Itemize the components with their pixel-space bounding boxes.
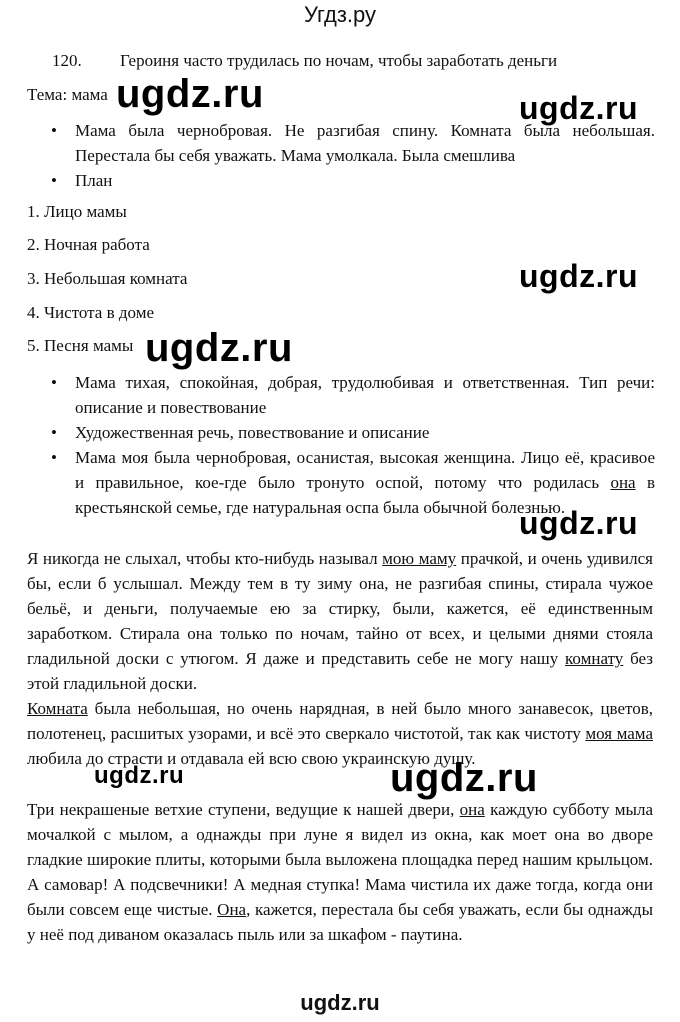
paragraph-2 [27, 696, 653, 771]
bullet-description-text-a: Мама моя была чернобровая, осанистая, высокая женщина. Лицо её, красивое и правильное, кое-где было тронуто оспой, потому что родилась [75, 448, 655, 492]
paragraph-3 [27, 797, 653, 947]
underlined-word: комнату [565, 649, 624, 668]
bullet-style: • Художественная речь, повествование и описание [75, 420, 655, 445]
task-heading-text: Героиня часто трудилась по ночам, чтобы заработать деньги [120, 51, 558, 70]
paragraph-1 [27, 546, 653, 696]
task-heading [52, 51, 662, 71]
plan-item-5: 5. Песня мамы [27, 336, 134, 355]
task-number: 120. [52, 51, 82, 70]
bullet-plan: • План [75, 168, 655, 193]
watermark-logo: ugdz.ru [94, 762, 185, 789]
bullets-bottom [75, 370, 655, 520]
paragraph-2-text-a: была небольшая, но очень нарядная, в ней было много занавесок, цветов, полотенец, расшитых узорами, и всё это сверкало чистотой, так как чистоту [27, 699, 653, 743]
paragraph-2-text-b: любила до страсти и отдавала ей всю свою украинскую душу. [27, 749, 476, 768]
underlined-phrase: мою маму [382, 549, 457, 568]
bullet-characteristics: • Мама тихая, спокойная, добрая, трудолюбивая и ответственная. Тип речи: описание и повествование [75, 370, 655, 420]
topic-line: Тема: мама [27, 85, 108, 104]
plan-item-3: 3. Небольшая комната [27, 269, 188, 288]
underlined-word: она [610, 473, 636, 492]
paragraph-3-text-b: каждую субботу мыла мочалкой с мылом, а однажды при луне я видел из окна, как моет она во дворе гладкие широкие плиты, которыми была выложена площадка перед нашим крыльцом. А самовар! А подсвечники! А медная ступка! Мама чистила их даже тогда, когда они были совсем еще чистые. [27, 800, 653, 919]
paragraph-1-text-b: прачкой, и очень удивился бы, если б услышал. Между тем в ту зиму она, не разгибая спины, стирала чужое бельё, и деньги, получаемые ею за стирку, были, кажется, её единственным заработком. Стирала она только по ночам, тайно от всех, и целыми днями стояла гладильной доски с утюгом. Я даже и представить себе не могу нашу [27, 549, 653, 668]
site-title: Угдз.ру [303, 2, 377, 27]
plan-item-2: 2. Ночная работа [27, 235, 150, 254]
underlined-word: она [459, 800, 485, 819]
watermark-logo: ugdz.ru [519, 90, 639, 126]
paragraph-1-text-c: без этой гладильной доски. [27, 649, 653, 693]
bullet-description-text-b: в крестьянской семье, где натуральная оспа была обычной болезнью. [75, 473, 656, 517]
watermark-logo: ugdz.ru [116, 72, 264, 116]
underlined-phrase: моя мама [585, 724, 653, 743]
underlined-word: Комната [27, 699, 88, 718]
underlined-word: Она [217, 900, 247, 919]
plan-item-4: 4. Чистота в доме [27, 303, 155, 322]
bullets-top [75, 118, 655, 193]
footer-watermark: ugdz.ru [300, 990, 380, 1015]
watermark-logo: ugdz.ru [519, 258, 639, 294]
paragraph-3-text-a: Три некрашеные ветхие ступени, ведущие к нашей двери, [27, 800, 460, 819]
paragraph-3-text-c: , кажется, перестала бы себя уважать, если бы однажды у неё под диваном оказалась пыль или за шкафом - паутина. [27, 900, 653, 944]
watermark-logo: ugdz.ru [519, 505, 639, 541]
watermark-logo: ugdz.ru [145, 326, 293, 370]
plan-item-1: 1. Лицо мамы [27, 202, 127, 221]
paragraph-1-text-a: Я никогда не слыхал, чтобы кто-нибудь называл [27, 549, 383, 568]
bullet-keyphrases: • Мама была чернобровая. Не разгибая спину. Комната была небольшая. Перестала бы себя уважать. Мама умолкала. Была смешлива [75, 118, 655, 168]
watermark-logo: ugdz.ru [390, 756, 538, 800]
